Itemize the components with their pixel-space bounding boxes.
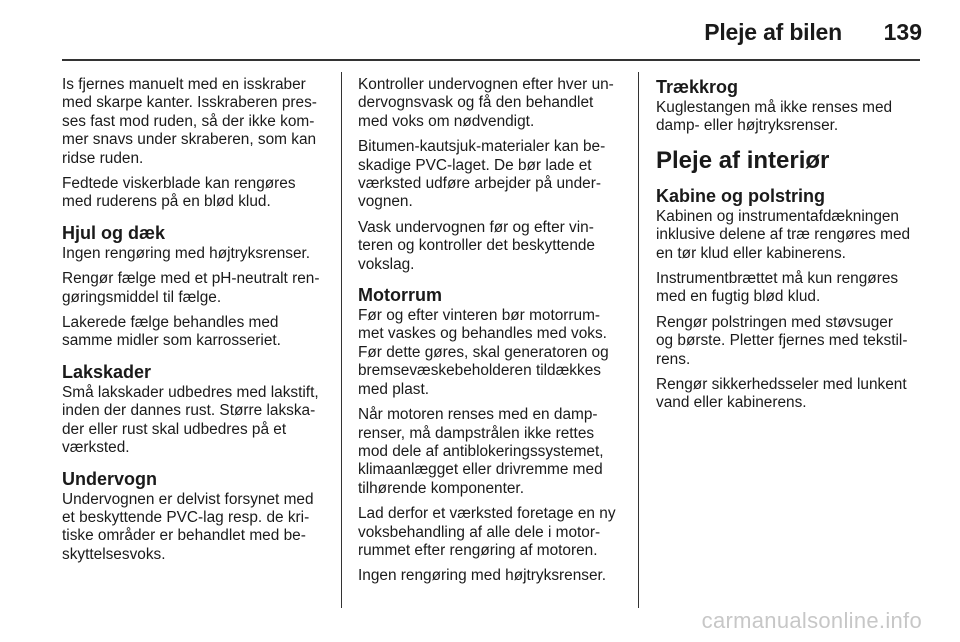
page-header xyxy=(0,0,960,60)
paragraph: Ingen rengøring med højtryksrenser. xyxy=(62,244,311,262)
paragraph: Kuglestangen må ikke renses med damp- eller højtryksrenser. xyxy=(656,99,893,135)
paragraph: Lakerede fælge behandles med samme midler som karrosseriet. xyxy=(62,314,281,350)
heading-motorrum: Motorrum xyxy=(358,285,442,306)
paragraph: Lad derfor et værksted foretage en ny voksbehandling af alle dele i motor- rummet efter rengøring af motoren. xyxy=(358,505,616,559)
header-divider xyxy=(62,59,920,61)
paragraph: Før og efter vinteren bør motorrum- met vaskes og behandles med voks. Før dette gøres, skal generatoren og bremsevæskebeholderen tildækkes med plast. xyxy=(358,307,609,398)
heading-traekkrog: Trækkrog xyxy=(656,77,739,97)
paragraph: Undervognen er delvist forsynet med et beskyttende PVC-lag resp. de kri- tiske områder er behandlet med be- skyttelsesvoks. xyxy=(62,490,314,563)
heading-pleje-af-interior: Pleje af interiør xyxy=(656,146,830,174)
paragraph: Instrumentbrættet må kun rengøres med en fugtig blød klud. xyxy=(656,270,899,306)
section-title: Pleje af bilen xyxy=(704,19,842,45)
column-3 xyxy=(656,76,926,420)
paragraph: Kabinen og instrumentafdækningen inklusive delene af træ rengøres med en tør klud eller kabinerens. xyxy=(656,207,911,262)
column-divider-2 xyxy=(638,72,639,608)
column-divider-1 xyxy=(341,72,342,608)
column-2 xyxy=(358,76,633,593)
watermark: carmanualsonline.info xyxy=(701,608,922,633)
heading-kabine-og-polstring: Kabine og polstring xyxy=(656,185,825,206)
paragraph: Rengør fælge med et pH-neutralt ren- gøringsmiddel til fælge. xyxy=(62,270,320,306)
paragraph: Ingen rengøring med højtryksrenser. xyxy=(358,567,607,585)
heading-undervogn: Undervogn xyxy=(62,468,158,489)
paragraph: Vask undervognen før og efter vin- teren og kontroller det beskyttende vokslag. xyxy=(358,218,595,273)
heading-lakskader: Lakskader xyxy=(62,361,152,382)
paragraph: Bitumen-kautsjuk-materialer kan be- skadige PVC-laget. De bør lade et værksted udføre arbejder på under- vognen. xyxy=(358,138,606,211)
paragraph: Rengør polstringen med støvsuger og børste. Pletter fjernes med tekstil- rens. xyxy=(656,313,908,368)
paragraph: Rengør sikkerhedsseler med lunkent vand eller kabinerens. xyxy=(656,376,907,412)
page-number: 139 xyxy=(883,19,922,45)
paragraph: Is fjernes manuelt med en isskraber med skarpe kanter. Isskraberen pres- ses fast mod ruden, så der ikke kom- mer snavs under skraberen, som kan ridse ruden. xyxy=(62,76,317,167)
column-1 xyxy=(62,76,334,571)
paragraph: Kontroller undervognen efter hver un- dervognsvask og få den behandlet med voks om nødvendigt. xyxy=(358,76,614,130)
paragraph: Små lakskader udbedres med lakstift, inden der dannes rust. Større lakska- der eller rust skal udbedres på et værksted. xyxy=(62,383,319,457)
paragraph: Når motoren renses med en damp- renser, må dampstrålen ikke rettes mod dele af antiblokeringssystemet, klimaanlægget eller drivremme med tilhørende komponenter. xyxy=(358,406,604,497)
paragraph: Fedtede viskerblade kan rengøres med ruderens på en blød klud. xyxy=(62,175,296,211)
heading-hjul-og-daek: Hjul og dæk xyxy=(62,222,165,243)
